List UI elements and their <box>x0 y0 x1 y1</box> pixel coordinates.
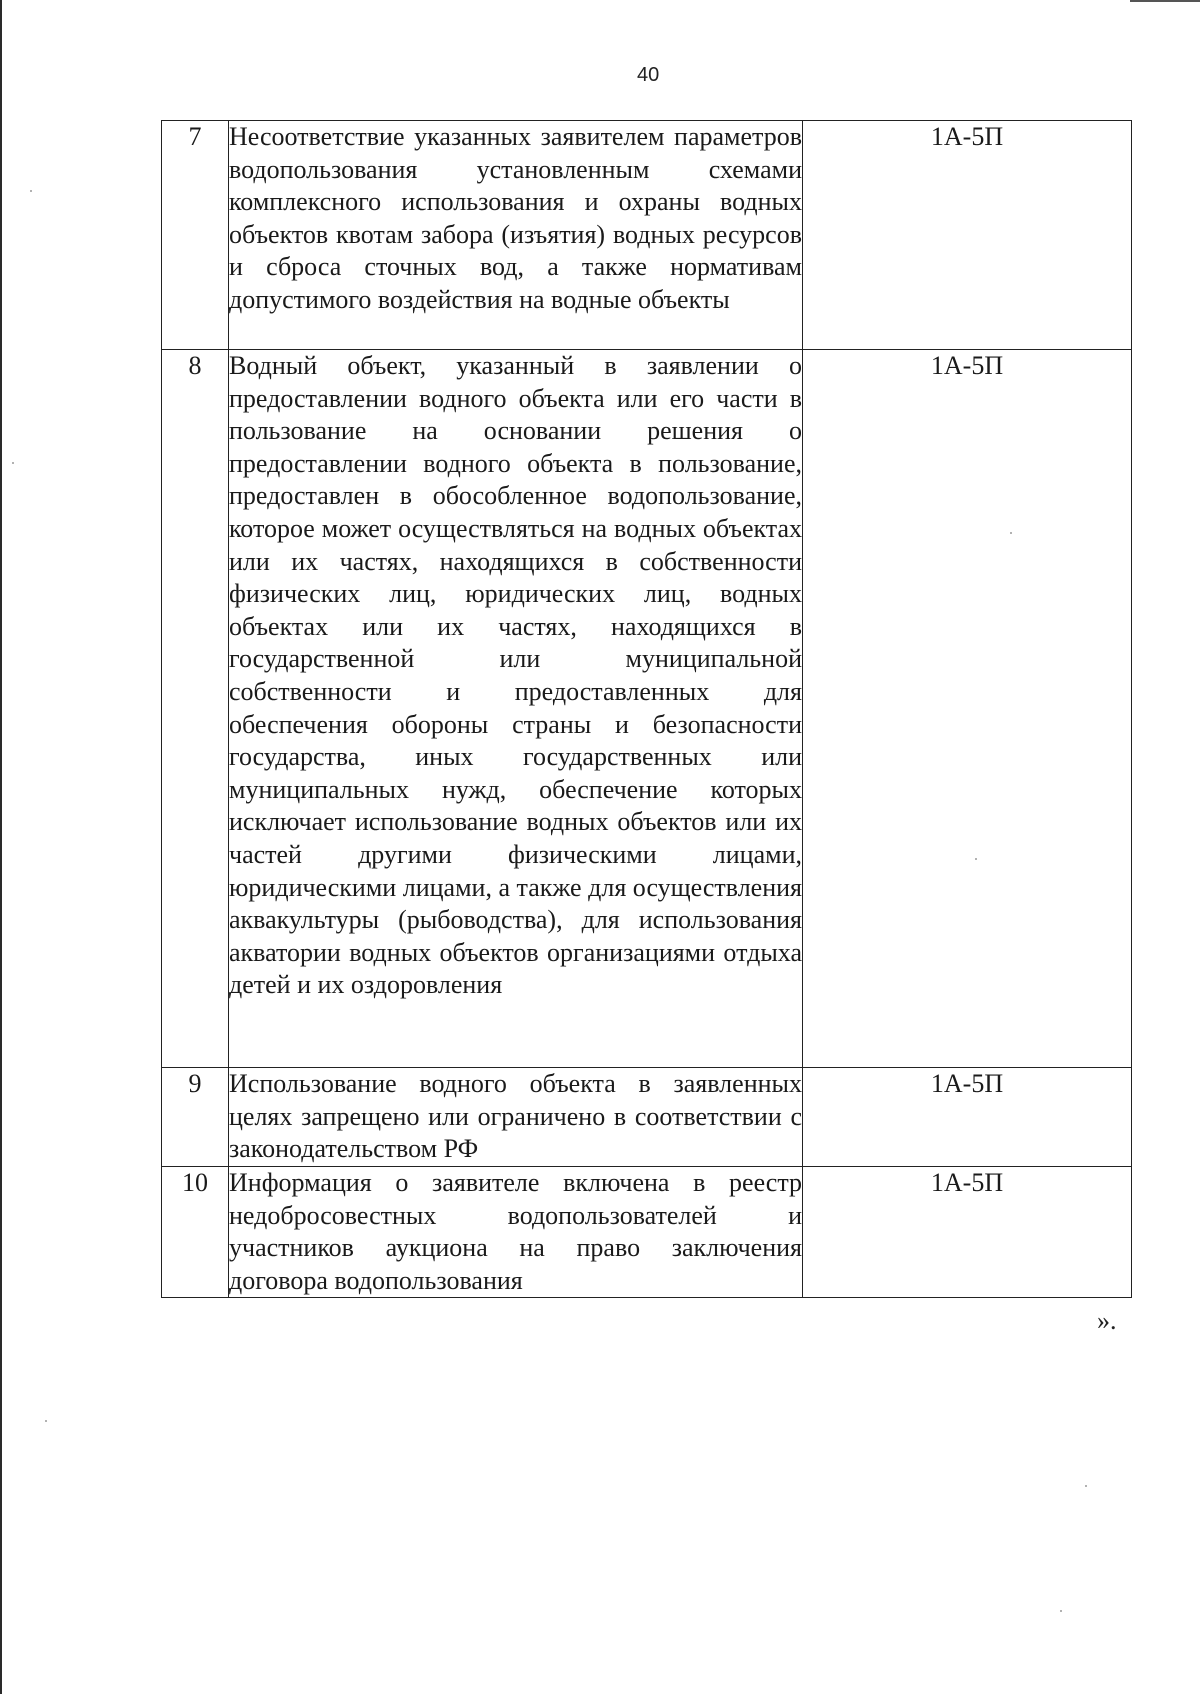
row-description: Использование водного объекта в заявленных целях запрещено или ограничено в соответствии с законодательством РФ <box>229 1068 803 1167</box>
table-row <box>162 350 1132 1068</box>
table-row <box>162 121 1132 350</box>
row-description: Несоответствие указанных заявителем параметров водопользования установленным схемами комплексного использования и охраны водных объектов квотам забора (изъятия) водных ресурсов и сброса сточных вод, а также нормативам допустимого воздействия на водные объекты <box>229 121 803 350</box>
scan-left-edge <box>0 0 2 1694</box>
row-number: 10 <box>162 1167 229 1298</box>
table-row <box>162 1167 1132 1298</box>
scan-speck <box>1060 1610 1062 1612</box>
reasons-table <box>161 120 1132 1298</box>
row-number: 7 <box>162 121 229 350</box>
closing-quote: ». <box>1097 1306 1117 1335</box>
row-code: 1А-5П <box>803 350 1132 1068</box>
page-number: 40 <box>637 64 660 86</box>
scan-speck <box>30 190 32 192</box>
row-number: 9 <box>162 1068 229 1167</box>
scan-speck <box>1085 1485 1087 1487</box>
row-number: 8 <box>162 350 229 1068</box>
scan-top-edge <box>1130 0 1200 2</box>
scan-speck <box>12 462 14 464</box>
scan-speck <box>975 858 977 860</box>
table-row <box>162 1068 1132 1167</box>
scan-speck <box>1010 532 1012 534</box>
row-description: Информация о заявителе включена в реестр недобросовестных водопользователей и участников аукциона на право заключения договора водопользования <box>229 1167 803 1298</box>
row-description: Водный объект, указанный в заявлении о предоставлении водного объекта или его части в пользование на основании решения о предоставлении водного объекта в пользование, предоставлен в обособленное водопользование, которое может осуществляться на водных объектах или их частях, находящихся в собственности физических лиц, юридических лиц, водных объектах или их частях, находящихся в государственной или муниципальной собственности и предоставленных для обеспечения обороны страны и безопасности государства, иных государственных или муниципальных нужд, обеспечение которых исключает использование водных объектов или их частей другими физическими лицами, юридическими лицами, а также для осуществления аквакультуры (рыбоводства), для использования акватории водных объектов организациями отдыха детей и их оздоровления <box>229 350 803 1068</box>
row-code: 1А-5П <box>803 1068 1132 1167</box>
row-code: 1А-5П <box>803 1167 1132 1298</box>
scan-speck <box>45 1420 47 1422</box>
row-code: 1А-5П <box>803 121 1132 350</box>
